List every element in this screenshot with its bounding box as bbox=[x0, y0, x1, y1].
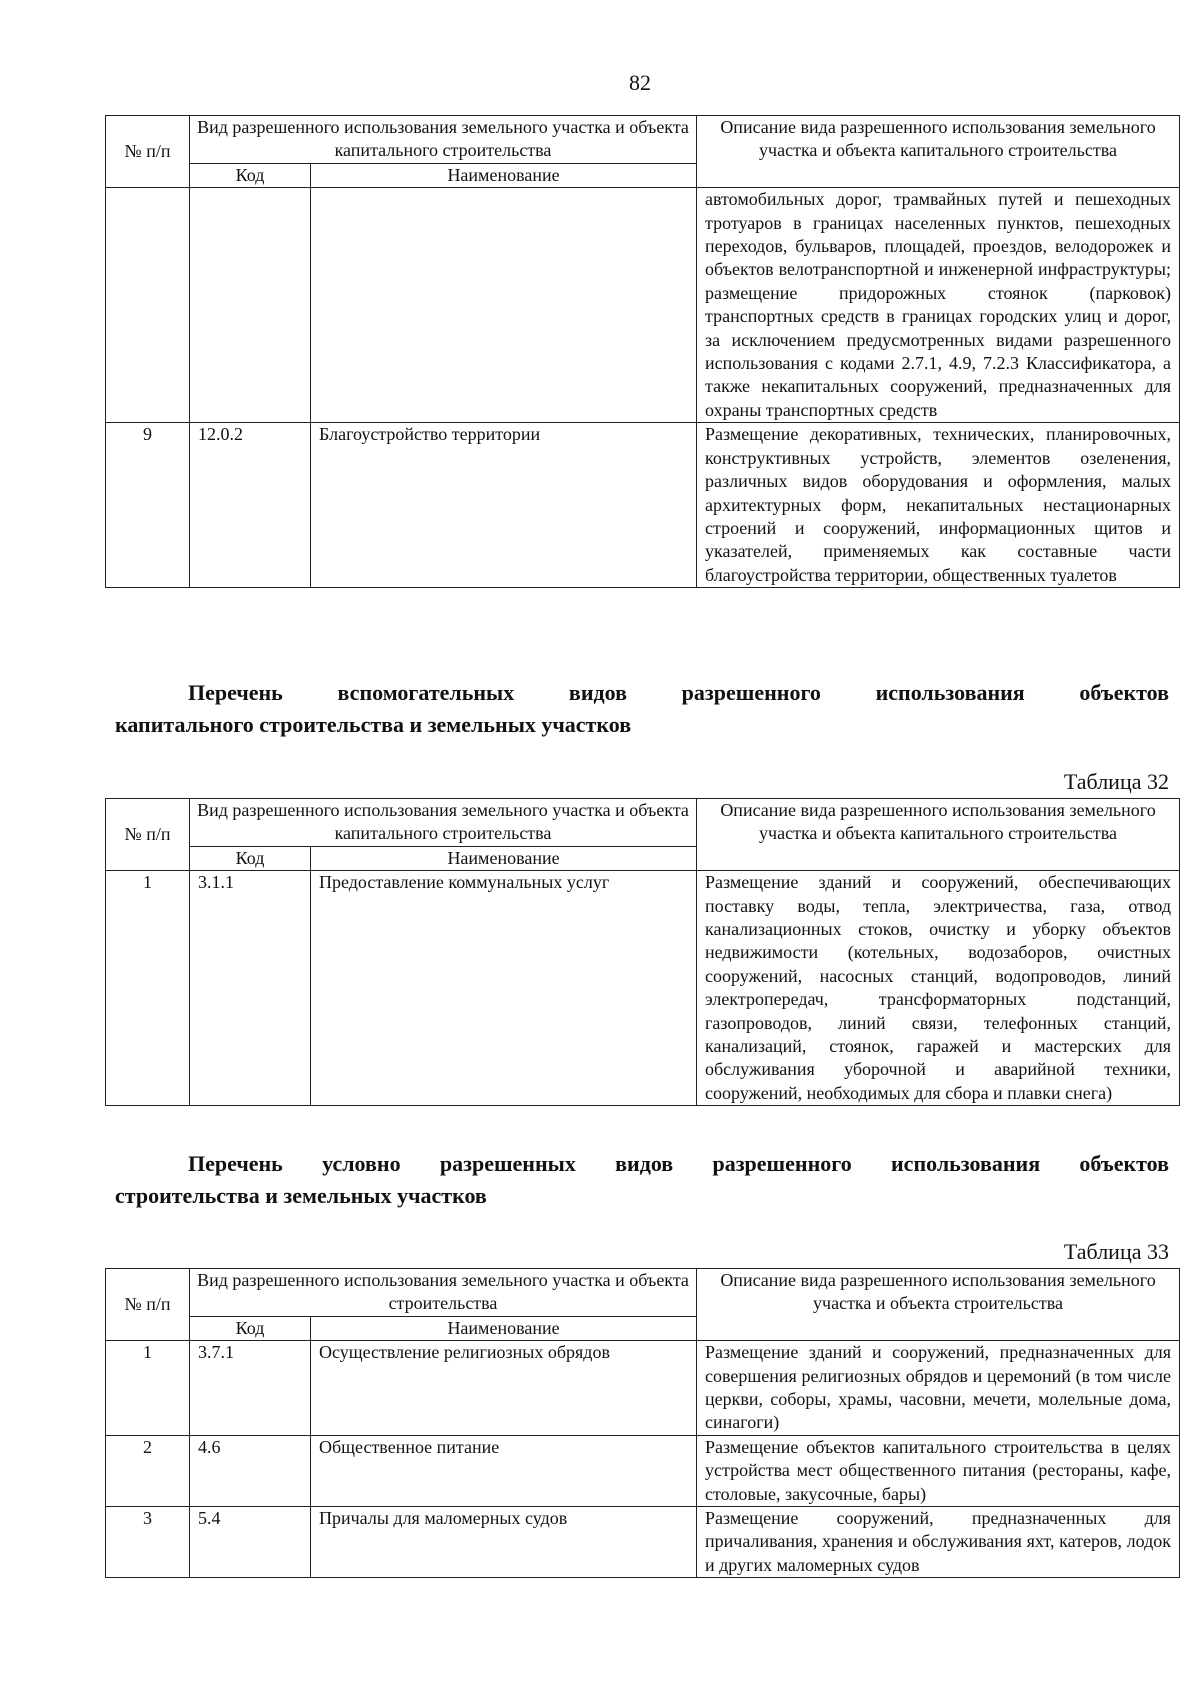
table-row bbox=[106, 871, 1180, 1106]
row-description: Размещение зданий и сооружений, предназначенных для совершения религиозных обрядов и церемоний (в том числе церкви, соборы, храмы, часовни, мечети, молельные дома, синагоги) bbox=[697, 1341, 1180, 1436]
row-name: Общественное питание bbox=[311, 1435, 697, 1506]
header-num: № п/п bbox=[106, 116, 190, 188]
table-header-row bbox=[106, 116, 1180, 164]
page-number: 82 bbox=[629, 70, 651, 95]
table-caption-32: Таблица 32 bbox=[1063, 769, 1169, 794]
row-num bbox=[106, 188, 190, 423]
table-row bbox=[106, 1507, 1180, 1578]
header-group: Вид разрешенного использования земельного участка и объекта капитального строительства bbox=[190, 799, 697, 847]
table-row bbox=[106, 1341, 1180, 1436]
header-group: Вид разрешенного использования земельного участка и объекта капитального строительства bbox=[190, 116, 697, 164]
row-code: 5.4 bbox=[190, 1507, 311, 1578]
header-code: Код bbox=[190, 846, 311, 870]
section-heading-conditional bbox=[115, 1148, 1169, 1212]
header-description: Описание вида разрешенного использования земельного участка и объекта строительства bbox=[697, 1269, 1180, 1341]
row-code: 4.6 bbox=[190, 1435, 311, 1506]
header-description: Описание вида разрешенного использования земельного участка и объекта капитального строительства bbox=[697, 116, 1180, 188]
table-caption-33: Таблица 33 bbox=[1063, 1239, 1169, 1264]
heading-line-2: строительства и земельных участков bbox=[115, 1183, 487, 1208]
row-code bbox=[190, 188, 311, 423]
row-name: Причалы для маломерных судов bbox=[311, 1507, 697, 1578]
row-num: 1 bbox=[106, 1341, 190, 1436]
row-name: Предоставление коммунальных услуг bbox=[311, 871, 697, 1106]
row-description: Размещение зданий и сооружений, обеспечивающих поставку воды, тепла, электричества, газа, отвод канализационных стоков, очистку и уборку объектов недвижимости (котельных, водозаборов, очистных сооружений, насосных станций, водопроводов, линий электропередач, трансформаторных подстанций, газопроводов, линий связи, телефонных станций, канализаций, стоянок, гаражей и мастерских для обслуживания уборочной и аварийной техники, сооружений, необходимых для сбора и плавки снега) bbox=[697, 871, 1180, 1106]
row-num: 1 bbox=[106, 871, 190, 1106]
row-description: Размещение объектов капитального строительства в целях устройства мест общественного питания (рестораны, кафе, столовые, закусочные, бары) bbox=[697, 1435, 1180, 1506]
row-num: 2 bbox=[106, 1435, 190, 1506]
header-name: Наименование bbox=[311, 1316, 697, 1340]
row-code: 3.1.1 bbox=[190, 871, 311, 1106]
land-use-table-33 bbox=[105, 1268, 1180, 1578]
row-name: Осуществление религиозных обрядов bbox=[311, 1341, 697, 1436]
row-code: 3.7.1 bbox=[190, 1341, 311, 1436]
table-row bbox=[106, 1435, 1180, 1506]
header-num: № п/п bbox=[106, 1269, 190, 1341]
row-num: 9 bbox=[106, 423, 190, 588]
section-heading-auxiliary bbox=[115, 677, 1169, 741]
table-header-row bbox=[106, 799, 1180, 847]
row-description: Размещение декоративных, технических, планировочных, конструктивных устройств, элементов озеленения, различных видов оборудования и оформления, малых архитектурных форм, некапитальных нестационарных строений и сооружений, информационных щитов и указателей, применяемых как составные части благоустройства территории, общественных туалетов bbox=[697, 423, 1180, 588]
header-name: Наименование bbox=[311, 163, 697, 187]
row-num: 3 bbox=[106, 1507, 190, 1578]
heading-line-1: Перечень условно разрешенных видов разрешенного использования объектов bbox=[188, 1151, 1169, 1176]
header-code: Код bbox=[190, 1316, 311, 1340]
row-name bbox=[311, 188, 697, 423]
land-use-table-32 bbox=[105, 798, 1180, 1106]
row-description: автомобильных дорог, трамвайных путей и пешеходных тротуаров в границах населенных пунктов, пешеходных переходов, бульваров, площадей, проездов, велодорожек и объектов велотранспортной и инженерной инфраструктуры; размещение придорожных стоянок (парковок) транспортных средств в границах городских улиц и дорог, за исключением предусмотренных видами разрешенного использования с кодами 2.7.1, 4.9, 7.2.3 Классификатора, а также некапитальных сооружений, предназначенных для охраны транспортных средств bbox=[697, 188, 1180, 423]
header-description: Описание вида разрешенного использования земельного участка и объекта капитального строительства bbox=[697, 799, 1180, 871]
table-row bbox=[106, 188, 1180, 423]
header-num: № п/п bbox=[106, 799, 190, 871]
land-use-table-continued bbox=[105, 115, 1180, 588]
row-description: Размещение сооружений, предназначенных для причаливания, хранения и обслуживания яхт, катеров, лодок и других маломерных судов bbox=[697, 1507, 1180, 1578]
header-group: Вид разрешенного использования земельного участка и объекта строительства bbox=[190, 1269, 697, 1317]
heading-line-2: капитального строительства и земельных участков bbox=[115, 712, 632, 737]
row-code: 12.0.2 bbox=[190, 423, 311, 588]
row-name: Благоустройство территории bbox=[311, 423, 697, 588]
header-code: Код bbox=[190, 163, 311, 187]
table-header-row bbox=[106, 1269, 1180, 1317]
header-name: Наименование bbox=[311, 846, 697, 870]
heading-line-1: Перечень вспомогательных видов разрешенного использования объектов bbox=[188, 680, 1169, 705]
table-row bbox=[106, 423, 1180, 588]
